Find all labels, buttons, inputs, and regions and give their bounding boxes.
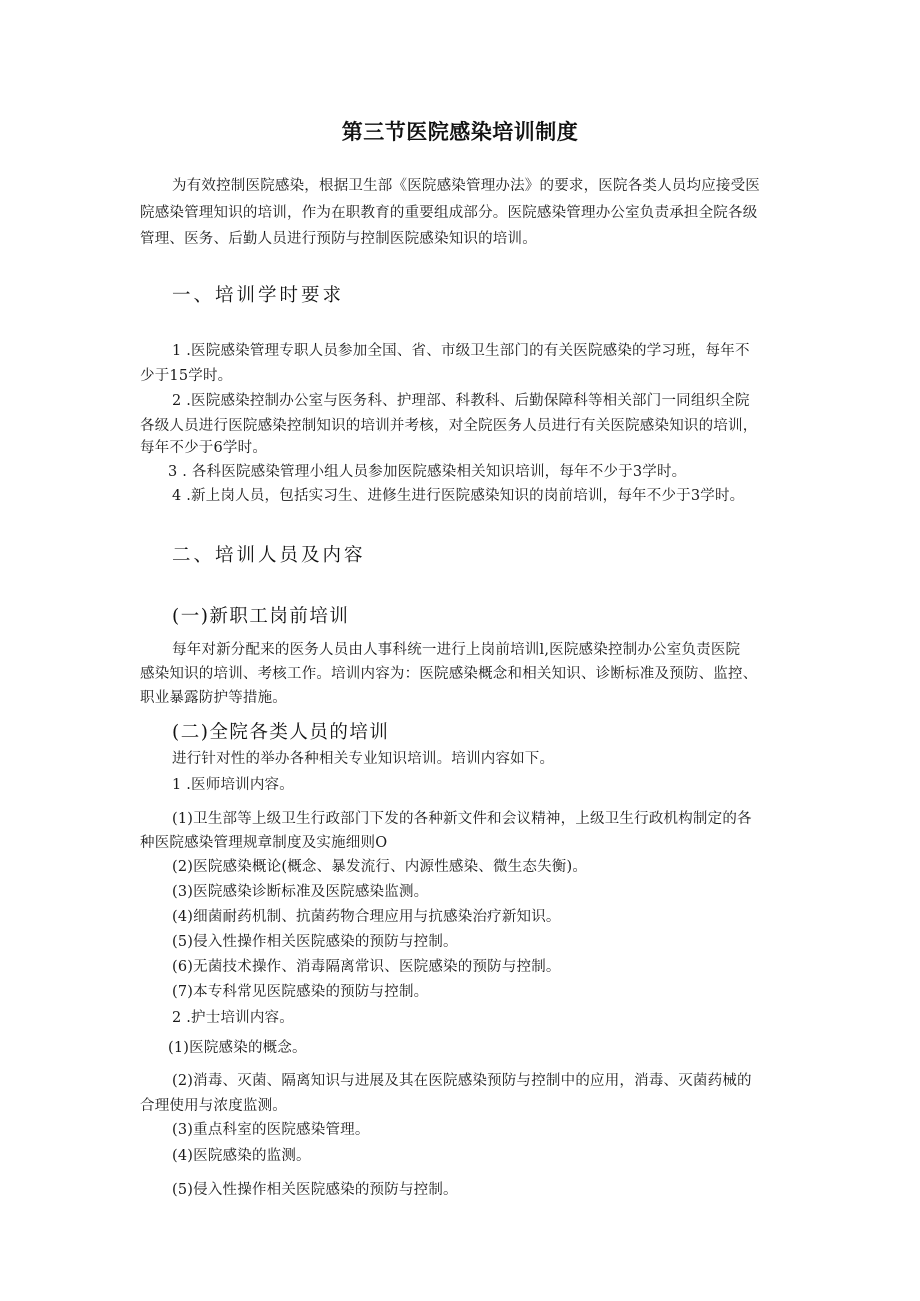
document-title: 第三节医院感染培训制度 xyxy=(341,120,579,144)
subsection-2-intro: 进行针对性的举办各种相关专业知识培训。培训内容如下。 xyxy=(172,751,555,767)
doctor-training-heading: 1 .医师培训内容。 xyxy=(172,777,294,793)
doctor-training-item: 种医院感染管理规章制度及实施细则O xyxy=(140,835,388,851)
nurse-training-item: (5)侵入性操作相关医院感染的预防与控制。 xyxy=(172,1182,458,1198)
section-1-item: 4 .新上岗人员，包括实习生、进修生进行医院感染知识的岗前培训，每年不少于3学时。 xyxy=(172,488,745,504)
intro-line: 管理、医务、后勤人员进行预防与控制医院感染知识的培训。 xyxy=(140,231,537,247)
section-1-item: 各级人员进行医院感染控制知识的培训并考核，对全院医务人员进行有关医院感染知识的培训， xyxy=(140,418,758,434)
section-1-item: 每年不少于6学时。 xyxy=(140,440,268,456)
intro-line: 院感染管理知识的培训，作为在职教育的重要组成部分。医院感染管理办公室负责承担全院各级 xyxy=(140,205,758,221)
subsection-2-heading: (二)全院各类人员的培训 xyxy=(172,722,390,743)
subsection-1-line: 感染知识的培训、考核工作。培训内容为：医院感染概念和相关知识、诊断标准及预防、监控、 xyxy=(140,666,758,682)
section-2-heading: 二、培训人员及内容 xyxy=(172,545,366,566)
nurse-training-item: (1)医院感染的概念。 xyxy=(168,1040,307,1056)
doctor-training-item: (5)侵入性操作相关医院感染的预防与控制。 xyxy=(172,934,458,950)
nurse-training-item: 合理使用与浓度监测。 xyxy=(140,1098,287,1114)
section-1-item: 少于15学时。 xyxy=(140,368,233,384)
section-1-item: 1 .医院感染管理专职人员参加全国、省、市级卫生部门的有关医院感染的学习班，每年不 xyxy=(172,343,750,359)
intro-line: 为有效控制医院感染，根据卫生部《医院感染管理办法》的要求，医院各类人员均应接受医 xyxy=(172,178,760,194)
section-1-item: 2 .医院感染控制办公室与医务科、护理部、科教科、后勤保障科等相关部门一同组织全院 xyxy=(172,393,750,409)
doctor-training-item: (3)医院感染诊断标准及医院感染监测。 xyxy=(172,884,429,900)
section-1-heading: 一、培训学时要求 xyxy=(172,285,345,306)
doctor-training-item: (7)本专科常见医院感染的预防与控制。 xyxy=(172,984,429,1000)
section-1-item: 3 . 各科医院感染管理小组人员参加医院感染相关知识培训，每年不少于3学时。 xyxy=(168,464,687,480)
doctor-training-item: (2)医院感染概论(概念、暴发流行、内源性感染、微生态失衡)。 xyxy=(172,859,588,875)
subsection-1-line: 每年对新分配来的医务人员由人事科统一进行上岗前培训l,医院感染控制办公室负责医院 xyxy=(172,642,741,658)
doctor-training-item: (6)无菌技术操作、消毒隔离常识、医院感染的预防与控制。 xyxy=(172,959,561,975)
subsection-1-heading: (一)新职工岗前培训 xyxy=(172,606,350,627)
nurse-training-item: (4)医院感染的监测。 xyxy=(172,1148,311,1164)
doctor-training-item: (1)卫生部等上级卫生行政部门下发的各种新文件和会议精神，上级卫生行政机构制定的各 xyxy=(172,811,752,827)
doctor-training-item: (4)细菌耐药机制、抗菌药物合理应用与抗感染治疗新知识。 xyxy=(172,909,561,925)
nurse-training-heading: 2 .护士培训内容。 xyxy=(172,1010,294,1026)
nurse-training-item: (3)重点科室的医院感染管理。 xyxy=(172,1122,370,1138)
subsection-1-line: 职业暴露防护等措施。 xyxy=(140,690,287,706)
nurse-training-item: (2)消毒、灭菌、隔离知识与进展及其在医院感染预防与控制中的应用，消毒、灭菌药械的 xyxy=(172,1073,752,1089)
